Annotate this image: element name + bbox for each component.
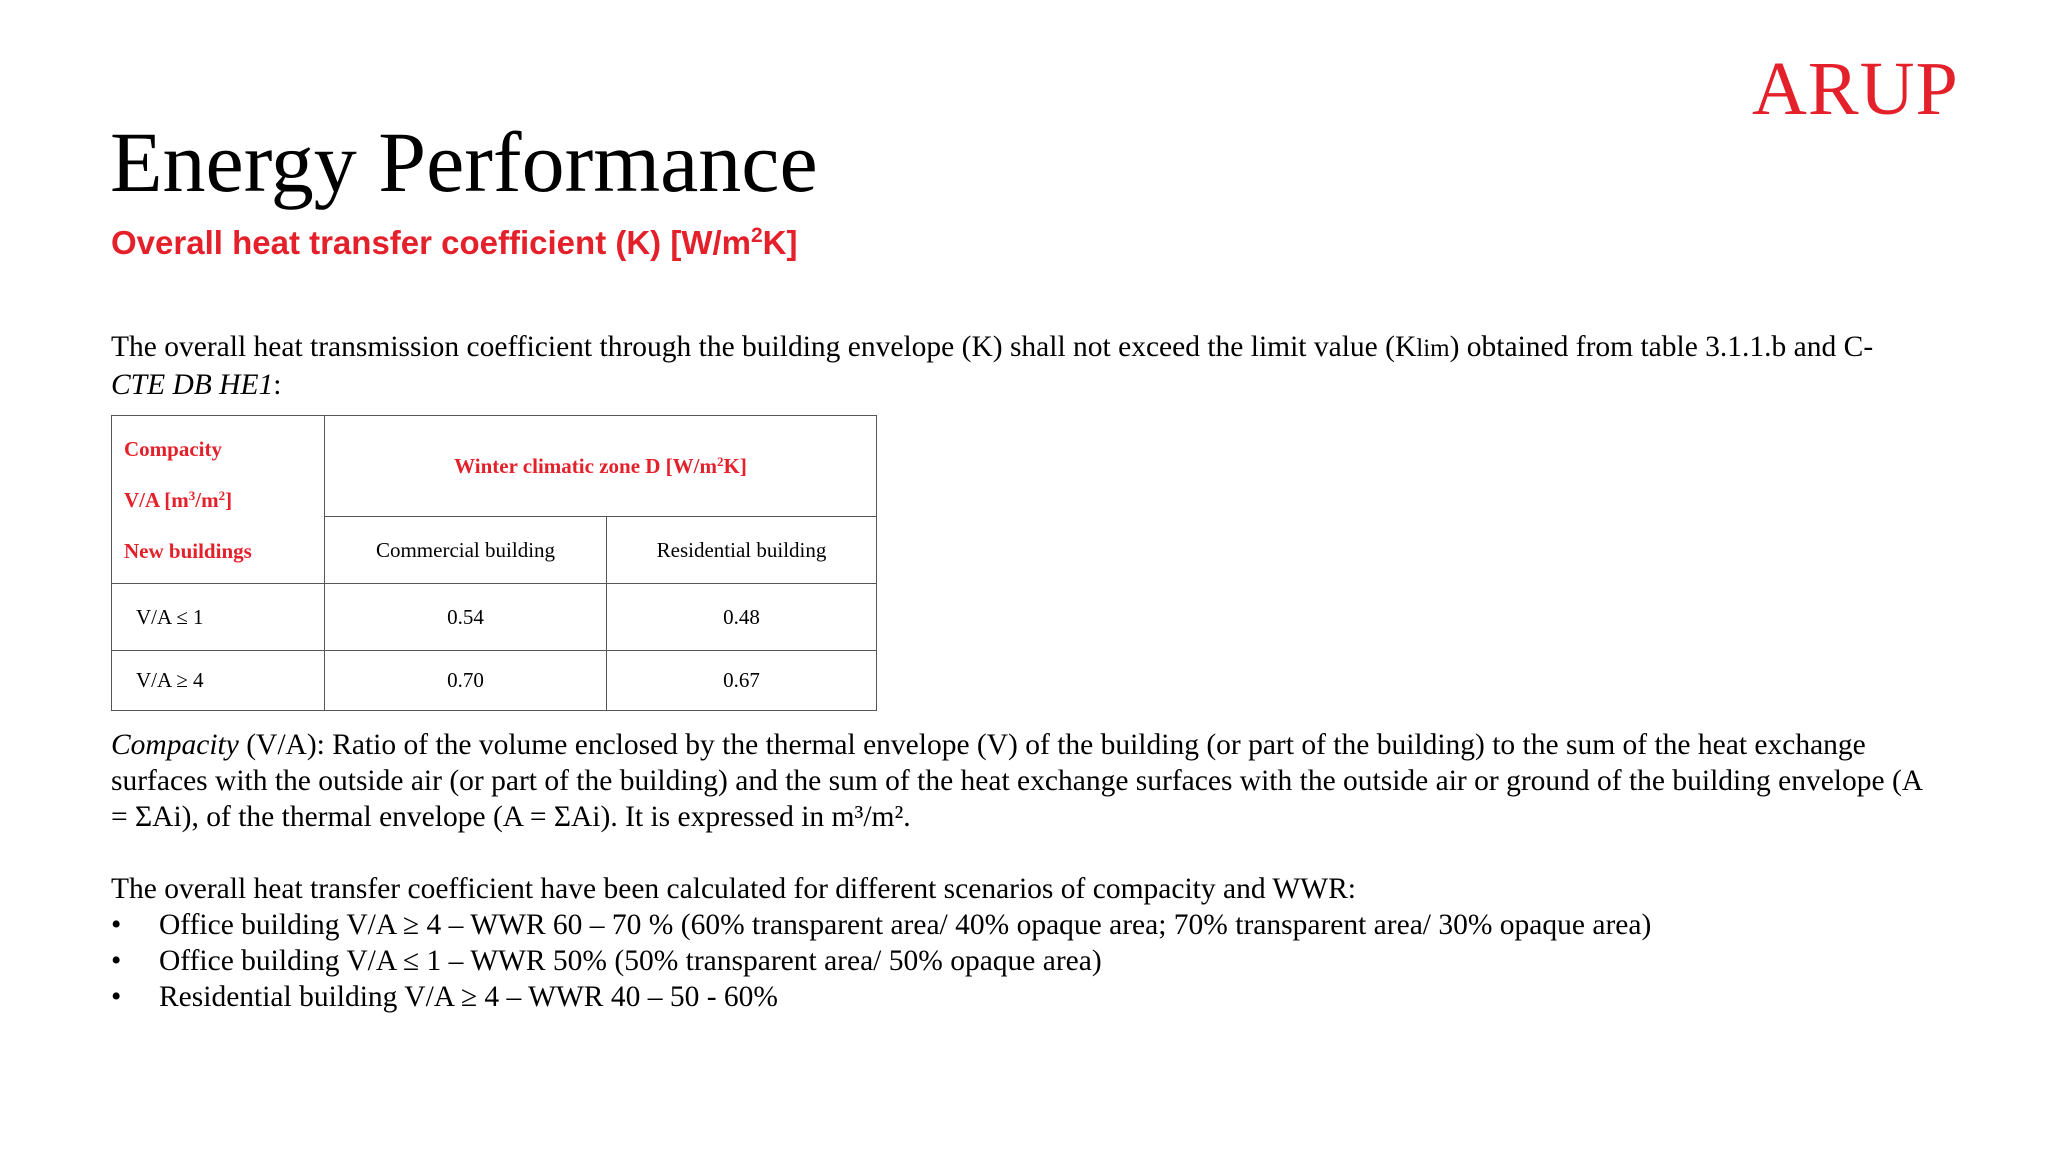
table-cell: 0.70 — [325, 651, 607, 711]
corner-new-buildings: New buildings — [124, 539, 252, 563]
intro-paragraph — [111, 329, 1931, 403]
list-item-text: Office building V/A ≤ 1 – WWR 50% (50% transparent area/ 50% opaque area) — [159, 945, 1102, 977]
bullet-icon: • — [111, 945, 122, 977]
corner-compacity: Compacity — [124, 437, 222, 461]
table-cell: 0.54 — [325, 584, 607, 651]
row-label: V/A ≥ 4 — [112, 651, 325, 711]
row-label: V/A ≤ 1 — [112, 584, 325, 651]
table-row — [112, 651, 877, 711]
arup-logo: ARUP — [1752, 47, 1959, 131]
bullet-icon: • — [111, 909, 122, 941]
list-item — [111, 979, 1651, 1015]
column-header-residential: Residential building — [607, 517, 877, 584]
compacity-definition — [111, 727, 1941, 835]
zone-header: Winter climatic zone D $[W/m^2K]$ — [325, 416, 877, 517]
definition-term: Compacity — [111, 729, 239, 761]
list-item — [111, 943, 1651, 979]
list-item-text: Office building V/A ≥ 4 – WWR 60 – 70 % (60% transparent area/ 40% opaque area; 70% transparent area/ 30% opaque area) — [159, 909, 1652, 941]
subtitle-unit-end: K] — [762, 224, 798, 261]
table-corner-header — [112, 416, 325, 584]
list-item-text: Residential building V/A ≥ 4 – WWR 40 – 50 - 60% — [159, 981, 778, 1013]
intro-reference: CTE DB HE1 — [111, 369, 274, 401]
bullet-icon: • — [111, 981, 122, 1013]
table-row — [112, 584, 877, 651]
k-lim-subscript: lim — [1416, 335, 1450, 362]
corner-va-units: V/A $[m^3/m^2]$ — [124, 488, 233, 512]
intro-trailing: : — [273, 369, 282, 401]
scenario-list — [111, 907, 1651, 1015]
k-limit-table — [111, 415, 877, 711]
intro-text-continued: ) obtained from table 3.1.1.b and C- — [1449, 331, 1874, 363]
table-cell: 0.48 — [607, 584, 877, 651]
intro-text: The overall heat transmission coefficient through the building envelope (K) shall not exceed the limit value (K — [111, 331, 1417, 363]
subtitle-superscript: 2 — [750, 224, 763, 247]
definition-text: (V/A): Ratio of the volume enclosed by the thermal envelope (V) of the building (or part of the building) to the sum of the heat exchange surfaces with the outside air (or part of the building) and the sum of the heat exchange surfaces with the outside air or ground of the building envelope (A = ΣAi), of the thermal envelope (A = ΣAi). It is expressed in m³/m². — [111, 729, 1922, 833]
column-header-commercial: Commercial building — [325, 517, 607, 584]
list-item — [111, 907, 1651, 943]
subtitle-text: Overall heat transfer coefficient (K) [W/m — [111, 224, 751, 261]
table-cell: 0.67 — [607, 651, 877, 711]
scenarios-intro: The overall heat transfer coefficient have been calculated for different scenarios of compacity and WWR: — [111, 873, 1356, 905]
slide-title: Energy Performance — [110, 114, 818, 210]
slide-subtitle — [111, 221, 798, 265]
